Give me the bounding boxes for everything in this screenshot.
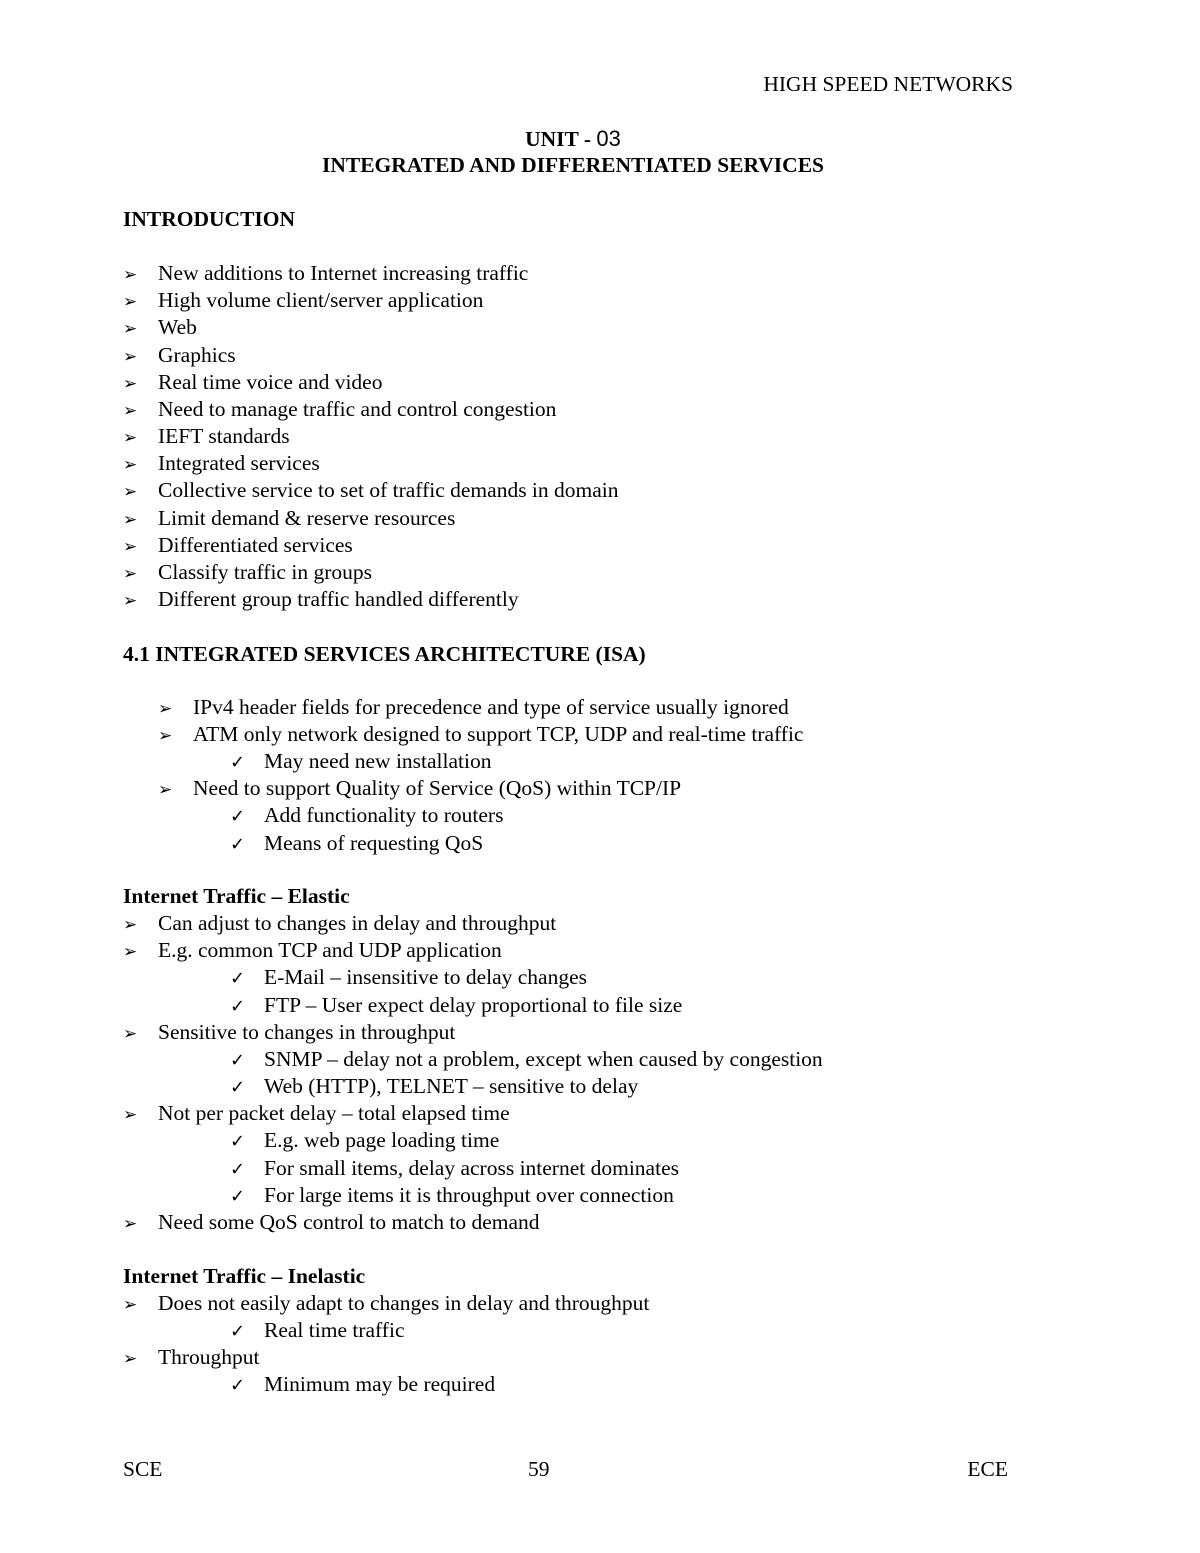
sub-list-item: ✓ Web (HTTP), TELNET – sensitive to delay bbox=[230, 1073, 638, 1101]
footer-right: ECE bbox=[967, 1457, 1008, 1481]
list-item: ➢ High volume client/server application bbox=[123, 287, 483, 316]
list-item: ➢ Differentiated services bbox=[123, 532, 353, 561]
arrow-bullet-icon: ➢ bbox=[123, 265, 138, 285]
introduction-heading: INTRODUCTION bbox=[123, 207, 296, 231]
sub-list-item: ✓ Real time traffic bbox=[230, 1317, 405, 1345]
arrow-bullet-icon: ➢ bbox=[123, 1349, 138, 1369]
checkmark-icon: ✓ bbox=[230, 752, 246, 773]
sub-list-item: ✓ E.g. web page loading time bbox=[230, 1127, 499, 1155]
sub-list-item: ✓ May need new installation bbox=[230, 748, 491, 776]
list-item: ➢ Limit demand & reserve resources bbox=[123, 505, 455, 534]
list-item: ➢ Does not easily adapt to changes in delay and throughput bbox=[123, 1290, 649, 1319]
sub-list-item: ✓ For large items it is throughput over connection bbox=[230, 1182, 674, 1210]
arrow-bullet-icon: ➢ bbox=[123, 401, 138, 421]
sub-list-item: ✓ E-Mail – insensitive to delay changes bbox=[230, 964, 587, 992]
checkmark-icon: ✓ bbox=[230, 996, 246, 1017]
sub-list-item: ✓ SNMP – delay not a problem, except when caused by congestion bbox=[230, 1046, 823, 1074]
arrow-bullet-icon: ➢ bbox=[158, 726, 173, 746]
list-item: ➢ Need to support Quality of Service (QoS) within TCP/IP bbox=[158, 775, 681, 804]
arrow-bullet-icon: ➢ bbox=[158, 780, 173, 800]
list-item: ➢ E.g. common TCP and UDP application bbox=[123, 937, 502, 966]
list-item: ➢ IPv4 header fields for precedence and type of service usually ignored bbox=[158, 694, 789, 723]
elastic-heading: Internet Traffic – Elastic bbox=[123, 884, 350, 908]
arrow-bullet-icon: ➢ bbox=[123, 564, 138, 584]
arrow-bullet-icon: ➢ bbox=[123, 347, 138, 367]
list-item: ➢ Throughput bbox=[123, 1344, 260, 1373]
checkmark-icon: ✓ bbox=[230, 1131, 246, 1152]
unit-number: 03 bbox=[596, 126, 621, 151]
checkmark-icon: ✓ bbox=[230, 1077, 246, 1098]
sub-list-item: ✓ For small items, delay across internet dominates bbox=[230, 1155, 679, 1183]
arrow-bullet-icon: ➢ bbox=[123, 537, 138, 557]
unit-title: INTEGRATED AND DIFFERENTIATED SERVICES bbox=[321, 153, 824, 177]
checkmark-icon: ✓ bbox=[230, 1321, 246, 1342]
arrow-bullet-icon: ➢ bbox=[123, 1295, 138, 1315]
running-header: HIGH SPEED NETWORKS bbox=[763, 72, 1013, 96]
arrow-bullet-icon: ➢ bbox=[123, 591, 138, 611]
arrow-bullet-icon: ➢ bbox=[123, 942, 138, 962]
list-item: ➢ Need some QoS control to match to demand bbox=[123, 1209, 540, 1238]
arrow-bullet-icon: ➢ bbox=[123, 319, 138, 339]
isa-heading: 4.1 INTEGRATED SERVICES ARCHITECTURE (ISA) bbox=[123, 642, 646, 666]
checkmark-icon: ✓ bbox=[230, 1159, 246, 1180]
sub-list-item: ✓ Means of requesting QoS bbox=[230, 830, 483, 858]
arrow-bullet-icon: ➢ bbox=[123, 374, 138, 394]
arrow-bullet-icon: ➢ bbox=[123, 428, 138, 448]
arrow-bullet-icon: ➢ bbox=[123, 1105, 138, 1125]
inelastic-heading: Internet Traffic – Inelastic bbox=[123, 1264, 366, 1288]
footer-left: SCE bbox=[123, 1457, 163, 1481]
arrow-bullet-icon: ➢ bbox=[123, 1024, 138, 1044]
checkmark-icon: ✓ bbox=[230, 834, 246, 855]
sub-list-item: ✓ Add functionality to routers bbox=[230, 802, 503, 830]
list-item: ➢ Need to manage traffic and control congestion bbox=[123, 396, 556, 425]
page-number: 59 bbox=[528, 1457, 550, 1481]
arrow-bullet-icon: ➢ bbox=[123, 915, 138, 935]
list-item: ➢ ATM only network designed to support TCP, UDP and real-time traffic bbox=[158, 721, 803, 750]
list-item: ➢ Web bbox=[123, 314, 197, 343]
list-item: ➢ Collective service to set of traffic demands in domain bbox=[123, 477, 619, 506]
list-item: ➢ Can adjust to changes in delay and throughput bbox=[123, 910, 556, 939]
arrow-bullet-icon: ➢ bbox=[123, 292, 138, 312]
arrow-bullet-icon: ➢ bbox=[123, 1214, 138, 1234]
unit-label-text: UNIT - bbox=[525, 127, 597, 151]
checkmark-icon: ✓ bbox=[230, 1186, 246, 1207]
checkmark-icon: ✓ bbox=[230, 1375, 246, 1396]
list-item: ➢ Not per packet delay – total elapsed time bbox=[123, 1100, 510, 1129]
list-item: ➢ Classify traffic in groups bbox=[123, 559, 372, 588]
arrow-bullet-icon: ➢ bbox=[158, 699, 173, 719]
list-item: ➢ Different group traffic handled differently bbox=[123, 586, 519, 615]
sub-list-item: ✓ FTP – User expect delay proportional to file size bbox=[230, 992, 682, 1020]
unit-label bbox=[0, 125, 1146, 153]
checkmark-icon: ✓ bbox=[230, 1050, 246, 1071]
list-item: ➢ Real time voice and video bbox=[123, 369, 382, 398]
list-item: ➢ Graphics bbox=[123, 342, 236, 371]
checkmark-icon: ✓ bbox=[230, 806, 246, 827]
arrow-bullet-icon: ➢ bbox=[123, 455, 138, 475]
list-item: ➢ Sensitive to changes in throughput bbox=[123, 1019, 455, 1048]
list-item: ➢ Integrated services bbox=[123, 450, 320, 479]
arrow-bullet-icon: ➢ bbox=[123, 482, 138, 502]
checkmark-icon: ✓ bbox=[230, 968, 246, 989]
sub-list-item: ✓ Minimum may be required bbox=[230, 1371, 495, 1399]
list-item: ➢ IEFT standards bbox=[123, 423, 290, 452]
list-item: ➢ New additions to Internet increasing traffic bbox=[123, 260, 528, 289]
arrow-bullet-icon: ➢ bbox=[123, 510, 138, 530]
